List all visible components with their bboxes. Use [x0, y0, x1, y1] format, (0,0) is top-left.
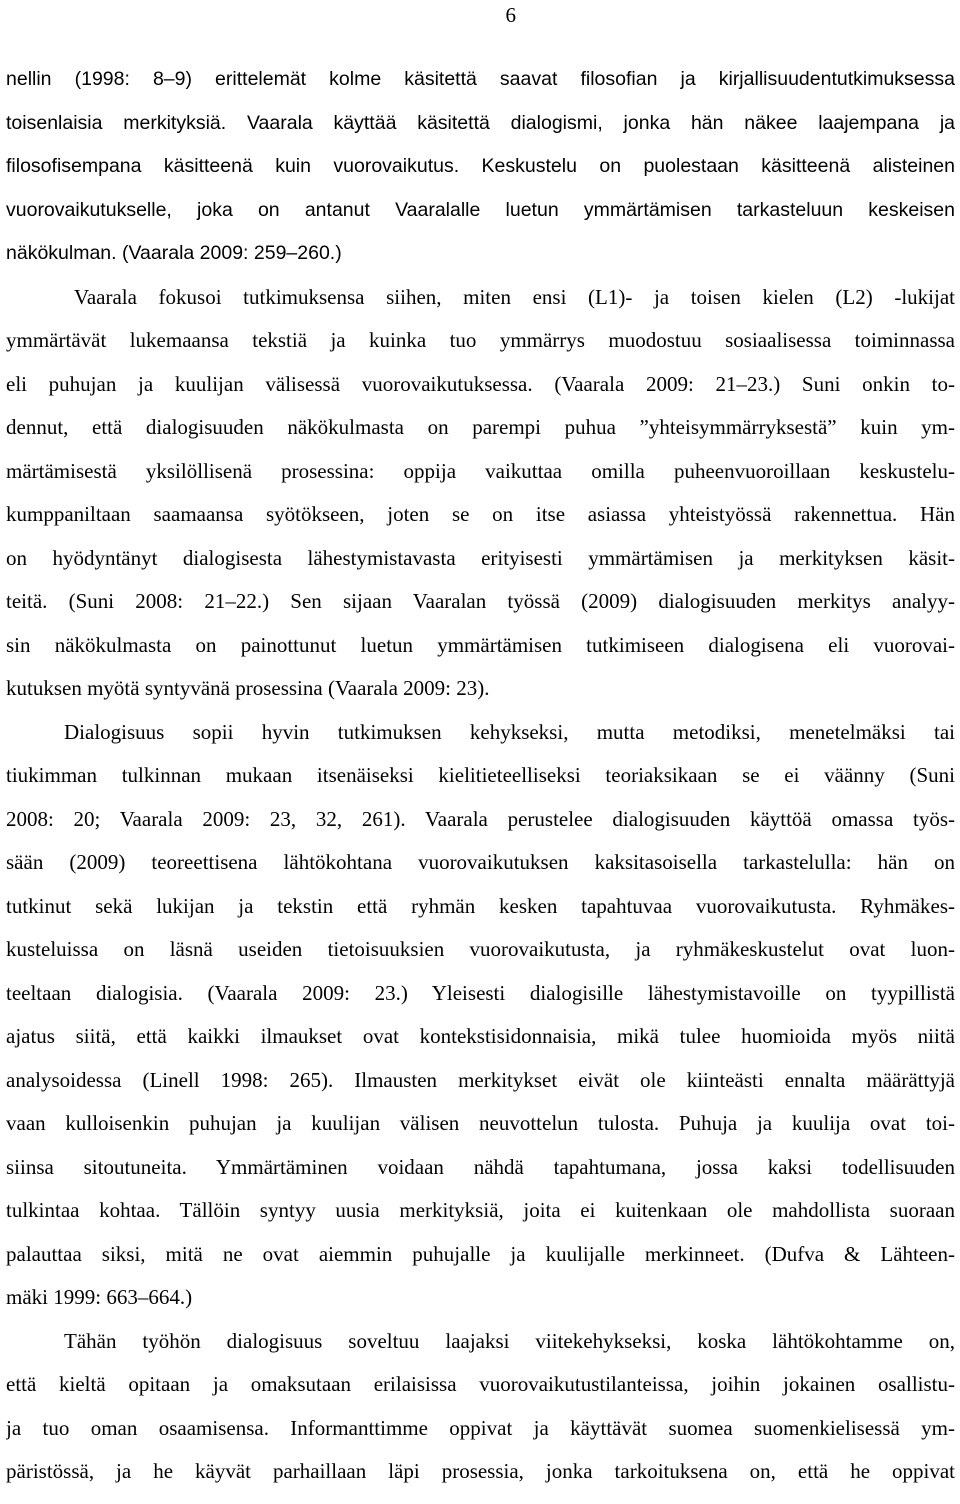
document-body: [6, 58, 955, 1494]
text-line: 2008: 20; Vaarala 2009: 23, 32, 261). Vaarala perustelee dialogisuuden käyttöä omassa työs-: [6, 806, 955, 831]
text-line: teeltaan dialogisia. (Vaarala 2009: 23.) Yleisesti dialogisille lähestymistavoille on tyypillistä: [6, 980, 955, 1005]
text-line: teitä. (Suni 2008: 21–22.) Sen sijaan Vaaralan työssä (2009) dialogisuuden merkitys analyy-: [6, 589, 955, 613]
text-line: on hyödyntänyt dialogisesta lähestymistavasta erityisesti ymmärtämisen ja merkityksen käsit-: [6, 545, 955, 570]
text-line: päristössä, ja he käyvät parhaillaan läpi prosessia, jonka tarkoituksena on, että he oppivat: [6, 1459, 955, 1483]
text-line: mäki 1999: 663–664.): [6, 1285, 193, 1309]
text-line: nellin (1998: 8–9) erittelemät kolme käsitettä saavat filosofian ja kirjallisuudentutkimuksessa: [6, 68, 955, 90]
text-line: kumppaniltaan saamaansa syötökseen, joten se on itse asiassa yhteistyössä rakennettua. Hän: [6, 502, 955, 526]
text-line: että kieltä opitaan ja omaksutaan erilaisissa vuorovaikutustilanteissa, joihin jokainen osallistu-: [6, 1372, 955, 1396]
text-line: siinsa sitoutuneita. Ymmärtäminen voidaan nähdä tapahtumana, jossa kaksi todellisuuden: [6, 1154, 955, 1179]
text-line: vaan kulloisenkin puhujan ja kuulijan välisen neuvottelun tulosta. Puhuja ja kuulija ovat toi-: [6, 1111, 955, 1135]
text-line: analysoidessa (Linell 1998: 265). Ilmausten merkitykset eivät ole kiinteästi ennalta määrättyjä: [6, 1067, 955, 1092]
text-line: tulkintaa kohtaa. Tällöin syntyy uusia merkityksiä, joita ei kuitenkaan ole mahdollista suoraan: [6, 1198, 955, 1222]
text-line: näkökulman. (Vaarala 2009: 259–260.): [6, 242, 342, 264]
text-line: Tähän työhön dialogisuus soveltuu laajaksi viitekehykseksi, koska lähtökohtamme on,: [64, 1328, 955, 1353]
text-line: tiukimman tulkinnan mukaan itsenäiseksi kielitieteelliseksi teoriaksikaan se ei väänny (Suni: [6, 763, 955, 787]
text-line: filosofisempana käsitteenä kuin vuorovaikutus. Keskustelu on puolestaan käsitteenä alisteinen: [6, 155, 955, 177]
text-line: ymmärtävät lukemaansa tekstiä ja kuinka tuo ymmärrys muodostuu sosiaalisessa toiminnassa: [6, 328, 955, 352]
text-line: Dialogisuus sopii hyvin tutkimuksen kehykseksi, mutta metodiksi, menetelmäksi tai: [64, 719, 955, 744]
page-number: 6: [505, 3, 516, 27]
text-line: toisenlaisia merkityksiä. Vaarala käyttää käsitettä dialogismi, jonka hän näkee laajempana ja: [6, 111, 955, 134]
text-line: ja tuo oman osaamisensa. Informanttimme oppivat ja käyttävät suomea suomenkielisessä ym-: [6, 1415, 955, 1440]
text-line: tutkinut sekä lukijan ja tekstin että ryhmän kesken tapahtuvaa vuorovaikutusta. Ryhmäkes-: [6, 893, 955, 918]
text-line: Vaarala fokusoi tutkimuksensa siihen, miten ensi (L1)- ja toisen kielen (L2) -lukijat: [74, 284, 955, 309]
text-line: eli puhujan ja kuulijan välisessä vuorovaikutuksessa. (Vaarala 2009: 21–23.) Suni onkin to-: [6, 371, 955, 396]
text-line: palauttaa siksi, mitä ne ovat aiemmin puhujalle ja kuulijalle merkinneet. (Dufva & Lähteen-: [6, 1241, 955, 1266]
text-line: kusteluissa on läsnä useiden tietoisuuksien vuorovaikutusta, ja ryhmäkeskustelut ovat luon-: [6, 937, 955, 961]
text-line: vuorovaikutukselle, joka on antanut Vaaralalle luetun ymmärtämisen tarkasteluun keskeisen: [6, 198, 955, 221]
text-line: sään (2009) teoreettisena lähtökohtana vuorovaikutuksen kaksitasoisella tarkastelulla: hän on: [6, 850, 955, 874]
text-line: dennut, että dialogisuuden näkökulmasta on parempi puhua ”yhteisymmärryksestä” kuin ym-: [6, 415, 955, 439]
text-line: kutuksen myötä syntyvänä prosessina (Vaarala 2009: 23).: [6, 676, 490, 700]
text-line: ajatus siitä, että kaikki ilmaukset ovat kontekstisidonnaisia, mikä tulee huomioida myös niitä: [6, 1024, 955, 1048]
text-line: märtämisestä yksilöllisenä prosessina: oppija vaikuttaa omilla puheenvuoroillaan keskustelu-: [6, 458, 955, 483]
text-line: sin näkökulmasta on painottunut luetun ymmärtämisen tutkimiseen dialogisena eli vuorovai-: [6, 632, 955, 657]
